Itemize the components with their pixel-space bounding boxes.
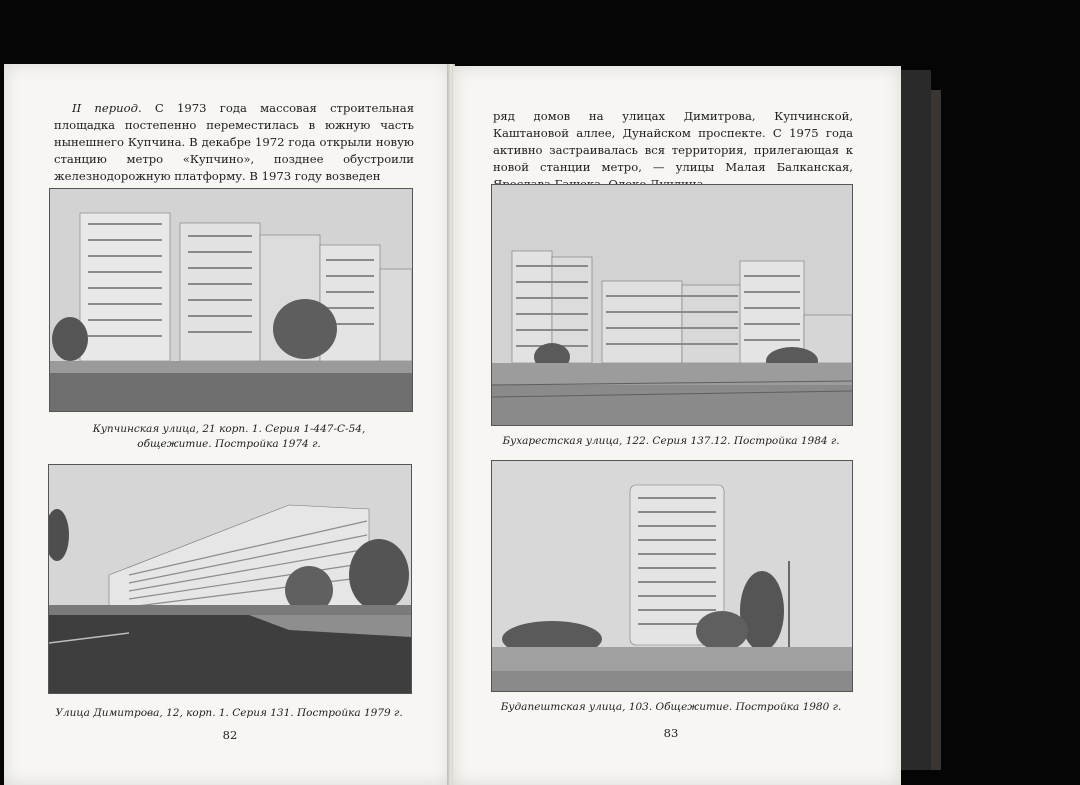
right-page-text	[493, 108, 853, 193]
left-paragraph-body: С 1973 года массовая строительная площадка постепенно переместилась в южную часть нынешнего Купчина. В декабре 1972 года открыли новую станцию метро «Купчино», позднее обустроили железнодорожную платформу. В 1973 году возведен	[54, 101, 415, 183]
left-page	[4, 64, 450, 785]
photo-kupchinskaya-image	[50, 189, 412, 411]
right-page-number: 83	[663, 726, 679, 740]
photo-bukharestskaya-image	[492, 185, 852, 425]
photo-kupchinskaya-street	[49, 188, 413, 412]
book-cover-edge-inner	[931, 90, 941, 770]
left-page-text	[54, 100, 414, 185]
photo-budapeshtskaya-image	[492, 461, 852, 691]
photo-bukharestskaya-street	[491, 184, 853, 426]
book-cover-edge	[901, 70, 931, 770]
period-label: II период.	[72, 101, 142, 115]
left-paragraph	[54, 100, 414, 185]
right-paragraph: ряд домов на улицах Димитрова, Купчинской, Каштановой аллее, Дунайском проспекте. С 1975 года активно застраивалась вся территория, прилегающая к новой станции метро, — улицы Малая Балканская,	[493, 109, 853, 174]
photo-budapeshtskaya-street	[491, 460, 853, 692]
photo-bukharestskaya-caption: Бухарестская улица, 122. Серия 137.12. Постройка 1984 г.	[502, 435, 840, 447]
photo-dimitrova-caption: Улица Димитрова, 12, корп. 1. Серия 131. Постройка 1979 г.	[55, 707, 403, 719]
photo-dimitrova-image	[49, 465, 411, 693]
photo-budapeshtskaya-caption: Будапештская улица, 103. Общежитие. Постройка 1980 г.	[500, 701, 842, 713]
photo-kupchinskaya-caption: Купчинская улица, 21 корп. 1. Серия 1-447-С-54, общежитие. Постройка 1974 г.	[92, 423, 366, 450]
photo-dimitrova-street	[48, 464, 412, 694]
right-page	[453, 66, 901, 785]
left-page-number: 82	[222, 728, 238, 742]
